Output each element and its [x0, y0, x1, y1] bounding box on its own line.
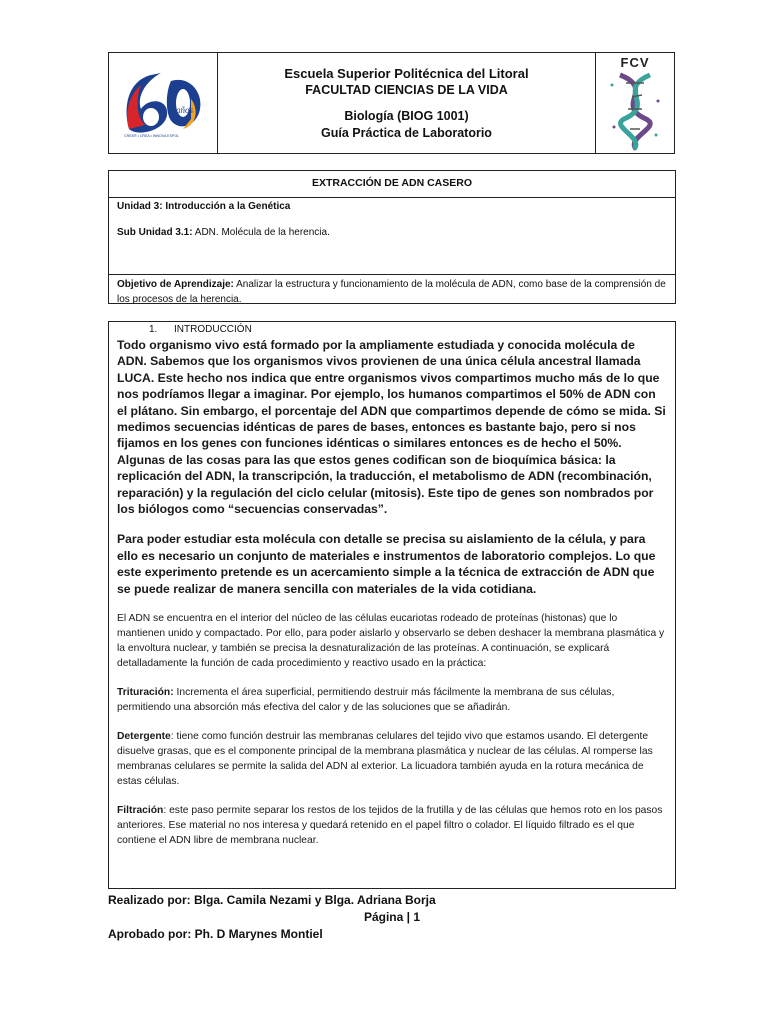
practice-title: EXTRACCIÓN DE ADN CASERO — [109, 171, 675, 198]
page-number: Página | 1 — [363, 910, 421, 924]
filtration-label: Filtración — [117, 805, 164, 817]
approved-by: Aprobado por: Ph. D Marynes Montiel — [108, 927, 323, 941]
logo-cell — [109, 53, 218, 153]
section-number: 1. — [149, 324, 158, 335]
school-name: Escuela Superior Politécnica del Litoral — [284, 66, 529, 81]
practice-info-table — [108, 170, 676, 304]
unit-row — [109, 198, 675, 275]
objective-label: Objetivo de Aprendizaje: — [117, 279, 234, 290]
faculty-name: FACULTAD CIENCIAS DE LA VIDA — [305, 83, 508, 97]
anniversary-logo — [121, 69, 205, 139]
logo-sub-text: años — [176, 105, 194, 115]
trituration-paragraph — [117, 685, 667, 715]
document-header — [108, 52, 675, 154]
trituration-label: Trituración: — [117, 687, 174, 699]
detergent-label: Detergente — [117, 731, 171, 743]
section-title: INTRODUCCIÓN — [174, 324, 252, 335]
subunit-text: ADN. Molécula de la herencia. — [192, 227, 330, 238]
introduction-section — [108, 321, 676, 889]
header-titles — [217, 53, 596, 153]
paragraph-1: Todo organismo vivo está formado por la ampliamente estudiada y conocida molécula de ADN. Sabemos que los organismos vivos provienen de una única célula ancestral llamada LUCA. Este hecho nos indica que entre organismos vivos compartimos mucho más de lo que nos podríamos llegar a imaginar. Por ejemplo, los humanos compartimos el 50% de ADN con el plátano. Sin embargo, el porcentaje del ADN que compartimos depende de cómo se mida. Si medimos secuencias idénticas de pares de bases, entonces es bastante bajo, pero si nos fijamos en los genes con funciones idénticas o similares entonces es de hecho el 50%. Algunas de las cosas para las que estos genes codifican son de bioquímica básica: la replicación del ADN, la transcripción, la traducción, el metabolismo de ADN (recombinación, reparación) y la regulación del ciclo celular (mitosis). Este tipo de genes son nombrados por los biólogos como “secuencias conservadas”. — [117, 338, 666, 517]
subunit-label: Sub Unidad 3.1: — [117, 227, 193, 238]
paragraph-3: El ADN se encuentra en el interior del núcleo de las células eucariotas rodeado de proteínas (histonas) que lo mantienen unido y compactado. Por ello, para poder aislarlo y observarlo se deben deshacer la membrana plasmática y la envoltura nuclear, y también se precisa la desnaturalización de las proteínas. A continuación, se explicará detalladamente la función de cada procedimiento y reactivo usado en la práctica: — [117, 613, 665, 670]
filtration-paragraph — [117, 803, 667, 848]
detergent-text: : tiene como función destruir las membranas celulares del tejido vivo que estamos usando. El detergente disuelve grasas, que es el componente principal de la membrana plasmática y nuclear de las células. Al romperse las membranas celulares se permite la salida del ADN al exterior. La licuadora también ayuda en la rotura mecánica de estas células. — [117, 731, 653, 788]
course-name: Biología (BIOG 1001) — [344, 109, 469, 123]
logo-footer-text: CREER • CREA • INNOVA ESPOL — [124, 134, 180, 138]
objective-text: Analizar la estructura y funcionamiento de la molécula de ADN, como base de la comprensión de los procesos de la herencia. — [117, 279, 666, 305]
fcv-logo-cell — [595, 53, 674, 153]
dna-helix-icon — [606, 71, 664, 151]
filtration-text: : este paso permite separar los restos de los tejidos de la frutilla y de las células que hemos roto en los pasos anteriores. Ese material no nos interesa y quedará retenido en el papel filtro o colador. El líquido filtrado es el que contiene el ADN libre de membrana nuclear. — [117, 805, 663, 847]
trituration-text: Incrementa el área superficial, permitiendo destruir más fácilmente la membrana de sus células, permitiendo una absorción más efectiva del calor y de las soluciones que se añadirán. — [117, 687, 615, 714]
objective-row — [109, 275, 675, 309]
document-footer — [108, 892, 676, 943]
made-by: Realizado por: Blga. Camila Nezami y Blga. Adriana Borja — [108, 893, 436, 907]
guide-title: Guía Práctica de Laboratorio — [321, 126, 492, 140]
paragraph-2: Para poder estudiar esta molécula con detalle se precisa su aislamiento de la célula, y para ello es necesario un conjunto de materiales e instrumentos de laboratorio complejos. Lo que este experimento pretende es un acercamiento simple a la técnica de extracción de ADN que se puede realizar de manera sencilla con materiales de la vida cotidiana. — [117, 532, 656, 596]
fcv-label: FCV — [620, 55, 650, 70]
section-heading — [149, 323, 667, 337]
unit-label: Unidad 3: Introducción a la Genética — [117, 201, 291, 212]
detergent-paragraph — [117, 729, 667, 789]
